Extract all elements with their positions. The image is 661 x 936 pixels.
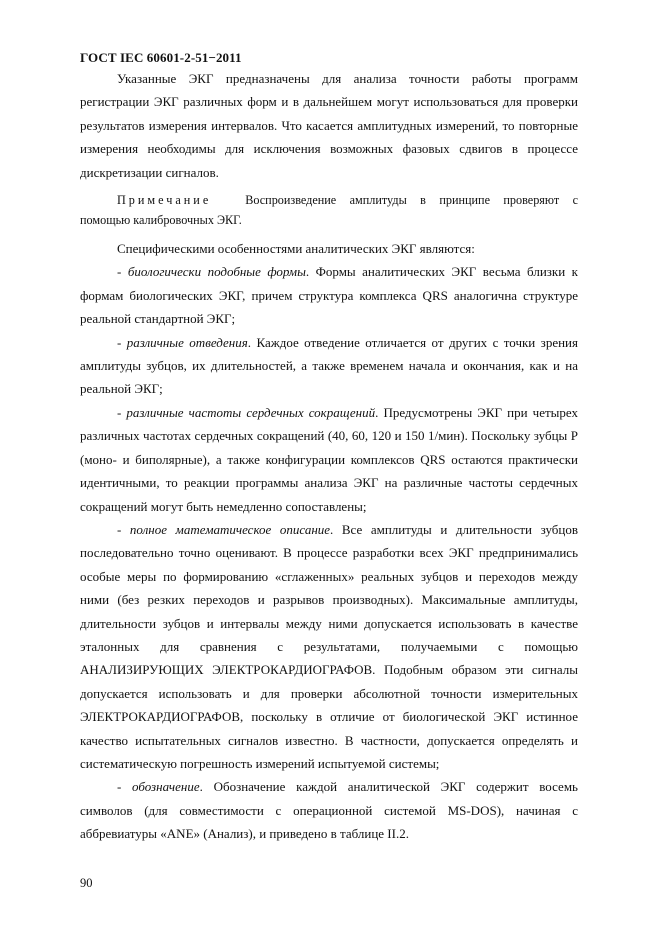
list-item-term: - обозначение xyxy=(117,779,200,795)
paragraph-intro: Специфическими особенностями аналитических ЭКГ являются: xyxy=(117,241,475,257)
list-item-text: . Формы аналитических ЭКГ весьма близки к формам биологических ЭКГ, причем структура комплекса QRS аналогична структуре реальной стандартной ЭКГ; xyxy=(80,264,578,327)
note-paragraph xyxy=(80,190,578,230)
list-item-text: . Каждое отведение отличается от других с точки зрения амплитуды зубцов, их длительностей, а также временем начала и окончания, как и на реальной ЭКГ; xyxy=(80,334,578,397)
list-item-designation xyxy=(80,775,578,845)
list-item-biological-forms xyxy=(80,260,578,330)
paragraph-purpose: Указанные ЭКГ предназначены для анализа точности работы программ регистрации ЭКГ различных форм и в дальнейшем могут использоваться для проверки результатов измерения интервалов. Что касается амплитудных измерений, то повторные измерения необходимы для исключения возможных фазовых сдвигов в процессе дискретизации сигналов. xyxy=(80,71,578,180)
list-item-term: - полное математическое описание xyxy=(117,521,331,537)
list-item-text: . Обозначение каждой аналитической ЭКГ содержит восемь символов (для совместимости с операционной системой MS-DOS), начиная с аббревиатуры «ANE» (Анализ), и приведено в таблице II.2. xyxy=(80,779,578,842)
note-label: Примечание xyxy=(117,193,212,208)
list-item-math-description xyxy=(80,518,578,775)
list-item-term: - биологически подобные формы xyxy=(117,264,306,280)
standard-header: ГОСТ IEC 60601-2-51−2011 xyxy=(80,50,242,65)
note-text: Воспроизведение амплитуды в принципе проверяют с помощью калибровочных ЭКГ. xyxy=(80,193,578,228)
list-item-term: - различные отведения xyxy=(117,334,248,350)
page-number: 90 xyxy=(80,876,93,890)
body-text xyxy=(80,67,578,846)
list-item-text: . Все амплитуды и длительности зубцов последовательно точно оценивают. В процессе разработки всех ЭКГ предпринимались особые меры по формированию «сглаженных» реальных зубцов и переходов между ними (без резких переходов и разрывов производных). Максимальные амплитуды, длительности зубцов и интервалы между ними допускается использовать в качестве эталонных для сравнения с результатами, получаемыми с помощью АНАЛИЗИРУЮЩИХ ЭЛЕКТРОКАРДИОГРАФОВ. Подобным образом эти сигналы допускается использовать и для проверки абсолютной точности измерительных ЭЛЕКТРОКАРДИОГРАФОВ, поскольку в отличие от биологической ЭКГ истинное качество испытательных сигналов известно. В частности, допускается определять и систематическую погрешность измерений испытуемой системы; xyxy=(80,521,578,771)
list-item-text: . Предусмотрены ЭКГ при четырех различных частотах сердечных сокращений (40, 60, 120 и 150 1/мин). Поскольку зубцы Р (моно- и биполярные), а также конфигурации комплексов QRS остаются практически идентичными, то реакции программы анализа ЭКГ на различные частоты сердечных сокращений могут быть немедленно сопоставлены; xyxy=(80,404,578,514)
list-item-term: - различные частоты сердечных сокращений xyxy=(117,404,376,420)
list-item-heart-rates xyxy=(80,401,578,518)
list-item-leads xyxy=(80,331,578,401)
